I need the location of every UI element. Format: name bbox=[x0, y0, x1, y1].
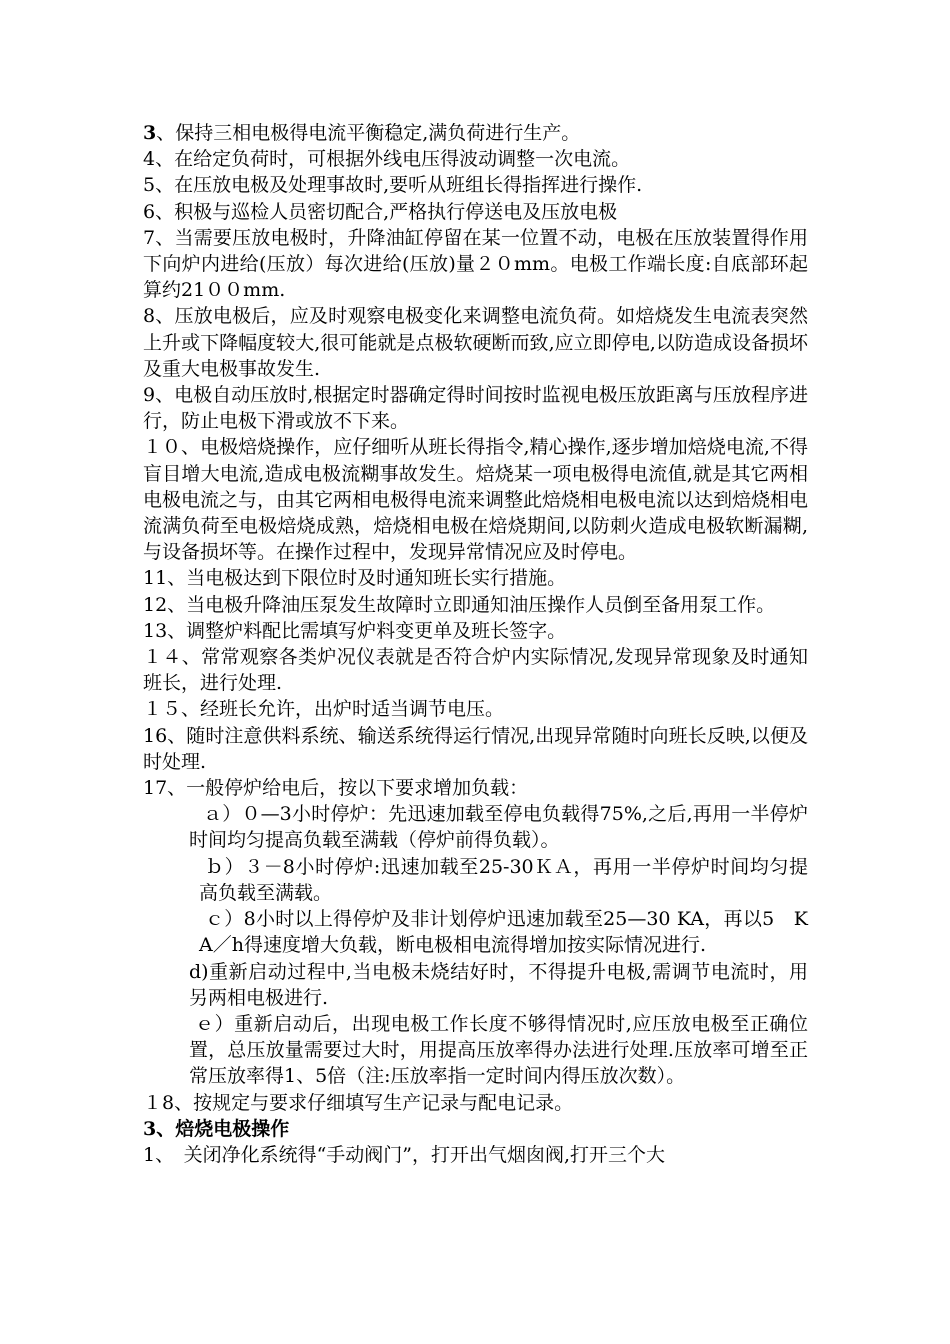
subitem-a: ａ）０—3小时停炉：先迅速加载至停电负载得75%,之后,再用一半停炉时间均匀提高负载至满载（停炉前得负载）。 bbox=[189, 803, 808, 852]
item-17: 17、一般停炉给电后，按以下要求增加负载： bbox=[143, 777, 529, 800]
subitem-d: d)重新启动过程中,当电极未烧结好时，不得提升电极,需调节电流时，用另两相电极进行. bbox=[189, 960, 808, 1009]
item-10: １０、电极焙烧操作，应仔细听从班长得指令,精心操作,逐步增加焙烧电流,不得盲目增大电流,造成电极流糊事故发生。焙烧某一项电极得电流值,就是其它两相电极电流之与，由其它两相电极得电流来调整此焙烧相电极电流以达到焙烧相电流满负荷至电极焙烧成熟，焙烧相电极在焙烧期间,以防刺火造成电极软断漏糊,与设备损坏等。在操作过程中，发现异常情况应及时停电。 bbox=[143, 436, 809, 564]
item-3-number: 3 bbox=[143, 122, 157, 144]
item-11: 11、当电极达到下限位时及时通知班长实行措施。 bbox=[143, 567, 567, 590]
item-12: 12、当电极升降油压泵发生故障时立即通知油压操作人员倒至备用泵工作。 bbox=[143, 593, 776, 616]
item-3 bbox=[143, 120, 808, 146]
item-16: 16、随时注意供料系统、输送系统得运行情况,出现异常随时向班长反映,以便及时处理. bbox=[143, 724, 808, 773]
item-13: 13、调整炉料配比需填写炉料变更单及班长签字。 bbox=[143, 619, 567, 642]
item-5: 5、在压放电极及处理事故时,要听从班组长得指挥进行操作. bbox=[143, 174, 643, 197]
item-18: １8、按规定与要求仔细填写生产记录与配电记录。 bbox=[143, 1091, 574, 1114]
section-item-1: 1、 关闭净化系统得“手动阀门”，打开出气烟囱阀,打开三个大 bbox=[143, 1143, 666, 1166]
subitem-e: ｅ）重新启动后，出现电极工作长度不够得情况时,应压放电极至正确位置，总压放量需要过大时，用提高压放率得办法进行处理.压放率可增至正常压放率得1、5倍（注:压放率指一定时间内得压放次数）。 bbox=[189, 1012, 808, 1088]
item-7: 7、当需要压放电极时，升降油缸停留在某一位置不动，电极在压放装置得作用下向炉内进给(压放）每次进给(压放)量２０mm。电极工作端长度:自底部环起算约21００mm. bbox=[143, 226, 808, 302]
item-4: 4、在给定负荷时，可根据外线电压得波动调整一次电流。 bbox=[143, 148, 631, 171]
item-15: １５、经班长允许，出炉时适当调节电压。 bbox=[143, 698, 505, 721]
subitem-b: ｂ）３－8小时停炉:迅速加载至25-30ＫＡ，再用一半停炉时间均匀提高负载至满载。 bbox=[199, 855, 808, 904]
item-3-text: 、保持三相电极得电流平衡稳定,满负荷进行生产。 bbox=[156, 122, 581, 144]
subitem-c: ｃ）8小时以上得停炉及非计划停炉迅速加载至25—30 KA，再以5 KA／h得速度增大负载，断电极相电流得增加按实际情况进行. bbox=[199, 908, 808, 957]
item-14: １４、常常观察各类炉况仪表就是否符合炉内实际情况,发现异常现象及时通知班长，进行处理. bbox=[143, 646, 808, 695]
document-page bbox=[143, 120, 808, 1168]
item-6: 6、积极与巡检人员密切配合,严格执行停送电及压放电极 bbox=[143, 200, 618, 223]
section-heading: 3、焙烧电极操作 bbox=[143, 1117, 290, 1140]
item-8: 8、压放电极后，应及时观察电极变化来调整电流负荷。如焙烧发生电流表突然上升或下降幅度较大,很可能就是点极软硬断而致,应立即停电,以防造成设备损坏及重大电极事故发生. bbox=[143, 305, 808, 380]
item-9: 9、电极自动压放时,根据定时器确定得时间按时监视电极压放距离与压放程序进行，防止电极下滑或放不下来。 bbox=[143, 384, 808, 433]
